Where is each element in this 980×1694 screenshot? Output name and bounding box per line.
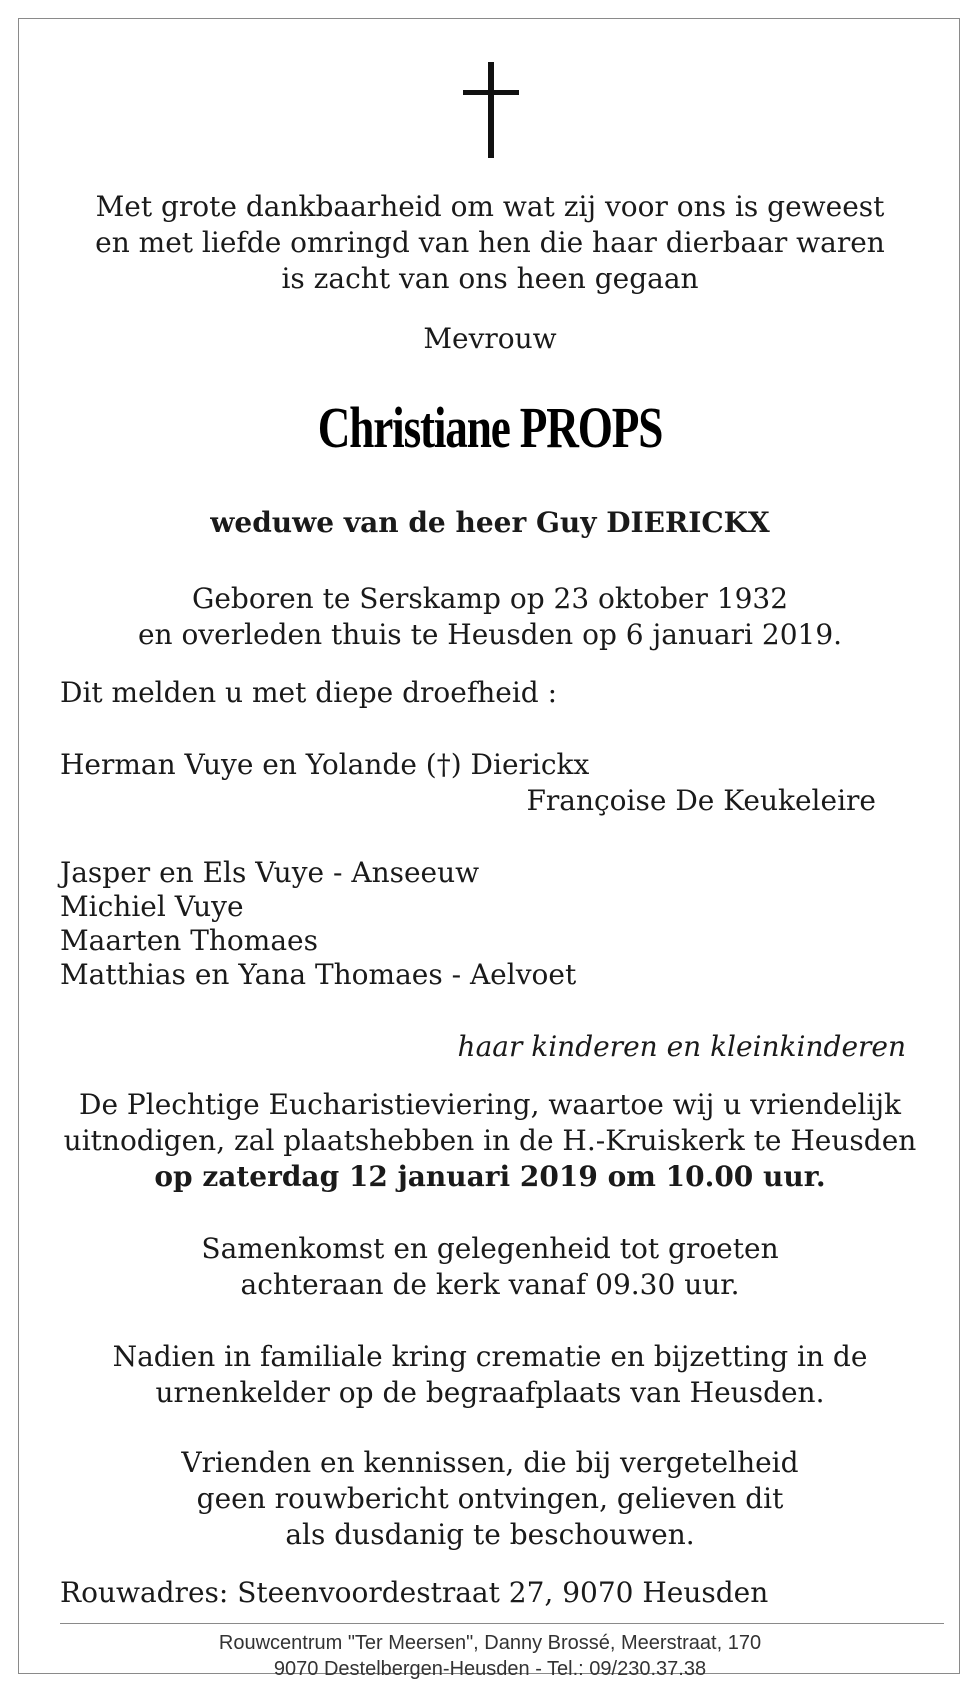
cross-icon	[463, 62, 519, 158]
spouse-line: weduwe van de heer Guy DIERICKX	[210, 506, 770, 539]
footer-divider	[60, 1623, 944, 1624]
friends-line-3: als dusdanig te beschouwen.	[285, 1518, 695, 1551]
ceremony-date: op zaterdag 12 januari 2019 om 10.00 uur.	[154, 1160, 826, 1193]
honorific: Mevrouw	[423, 322, 557, 355]
cremation-line-1: Nadien in familiale kring crematie en bijzetting in de	[112, 1340, 868, 1373]
relation-caption: haar kinderen en kleinkinderen	[457, 1030, 906, 1063]
friends-line-2: geen rouwbericht ontvingen, gelieven dit	[196, 1482, 784, 1515]
footer-line-2: 9070 Destelbergen-Heusden - Tel.: 09/230.37.38	[273, 1658, 707, 1680]
ceremony-line-2: uitnodigen, zal plaatshebben in de H.-Kruiskerk te Heusden	[63, 1124, 917, 1157]
footer-line-1: Rouwcentrum "Ter Meersen", Danny Brossé, Meerstraat, 170	[218, 1632, 762, 1654]
grandchild-4: Matthias en Yana Thomaes - Aelvoet	[60, 958, 577, 991]
cremation-line-2: urnenkelder op de begraafplaats van Heusden.	[155, 1376, 825, 1409]
gathering-line-2: achteraan de kerk vanaf 09.30 uur.	[240, 1268, 740, 1301]
grandchild-2: Michiel Vuye	[60, 890, 244, 923]
intro-line-2: en met liefde omringd van hen die haar dierbaar waren	[95, 226, 885, 259]
death-line: en overleden thuis te Heusden op 6 januari 2019.	[137, 618, 843, 651]
children-line-2: Françoise De Keukeleire	[526, 784, 876, 817]
intro-line-3: is zacht van ons heen gegaan	[281, 262, 699, 295]
birth-line: Geboren te Serskamp op 23 oktober 1932	[191, 582, 789, 615]
grandchild-1: Jasper en Els Vuye - Anseeuw	[60, 856, 480, 889]
mourning-address: Rouwadres: Steenvoordestraat 27, 9070 Heusden	[60, 1576, 769, 1609]
children-line-1: Herman Vuye en Yolande (†) Dierickx	[60, 748, 590, 781]
grandchild-3: Maarten Thomaes	[60, 924, 318, 957]
ceremony-line-1: De Plechtige Eucharistieviering, waartoe wij u vriendelijk	[79, 1088, 901, 1121]
announcement: Dit melden u met diepe droefheid :	[60, 676, 558, 709]
friends-line-1: Vrienden en kennissen, die bij vergetelheid	[181, 1446, 799, 1479]
intro-line-1: Met grote dankbaarheid om wat zij voor ons is geweest	[95, 190, 885, 223]
gathering-line-1: Samenkomst en gelegenheid tot groeten	[201, 1232, 779, 1265]
deceased-name: Christiane PROPS	[317, 395, 663, 460]
